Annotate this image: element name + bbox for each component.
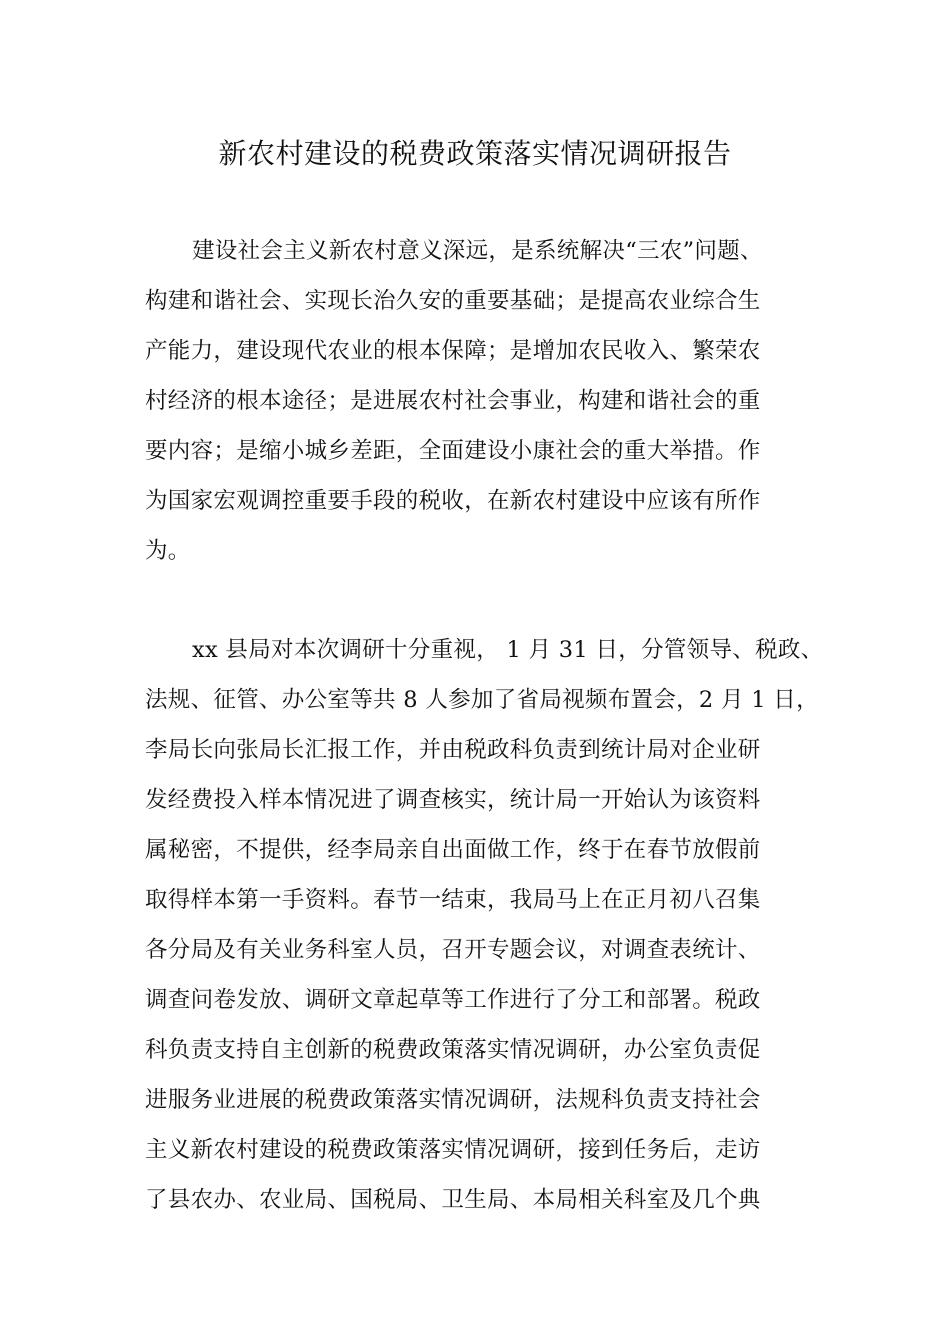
paragraph-line: 法规、征管、办公室等共 8 人参加了省局视频布置会，2 月 1 日，	[145, 687, 819, 713]
paragraph-line: 进服务业进展的税费政策落实情况调研，法规科负责支持社会	[145, 1087, 761, 1113]
paragraph-line: 要内容；是缩小城乡差距，全面建设小康社会的重大举措。作	[145, 438, 761, 464]
paragraph-work-summary	[145, 625, 835, 1225]
paragraph-line: 各分局及有关业务科室人员，召开专题会议，对调查表统计、	[145, 937, 761, 963]
paragraph-line: 调查问卷发放、调研文章起草等工作进行了分工和部署。税政	[145, 987, 761, 1013]
paragraph-line: 主义新农村建设的税费政策落实情况调研，接到任务后，走访	[145, 1137, 761, 1163]
paragraph-line: 了县农办、农业局、国税局、卫生局、本局相关科室及几个典	[145, 1187, 761, 1213]
document-title: 新农村建设的税费政策落实情况调研报告	[218, 137, 732, 170]
paragraph-line: 产能力，建设现代农业的根本保障；是增加农民收入、繁荣农	[145, 338, 761, 364]
paragraph-line: 建设社会主义新农村意义深远，是系统解决“三农”问题、	[192, 238, 763, 264]
paragraph-line: xx 县局对本次调研十分重视， 1 月 31 日，分管领导、税政、	[192, 637, 824, 663]
paragraph-intro	[145, 226, 835, 576]
paragraph-line: 科负责支持自主创新的税费政策落实情况调研，办公室负责促	[145, 1037, 761, 1063]
paragraph-line: 属秘密，不提供，经李局亲自出面做工作，终于在春节放假前	[145, 837, 761, 863]
paragraph-line: 构建和谐社会、实现长治久安的重要基础；是提高农业综合生	[145, 288, 761, 314]
paragraph-line: 李局长向张局长汇报工作，并由税政科负责到统计局对企业研	[145, 737, 761, 763]
paragraph-line: 为。	[145, 538, 191, 564]
paragraph-line: 为国家宏观调控重要手段的税收，在新农村建设中应该有所作	[145, 488, 761, 514]
paragraph-line: 取得样本第一手资料。春节一结束，我局马上在正月初八召集	[145, 887, 761, 913]
paragraph-line: 发经费投入样本情况进了调查核实，统计局一开始认为该资料	[145, 787, 761, 813]
paragraph-line: 村经济的根本途径；是进展农村社会事业，构建和谐社会的重	[145, 388, 761, 414]
